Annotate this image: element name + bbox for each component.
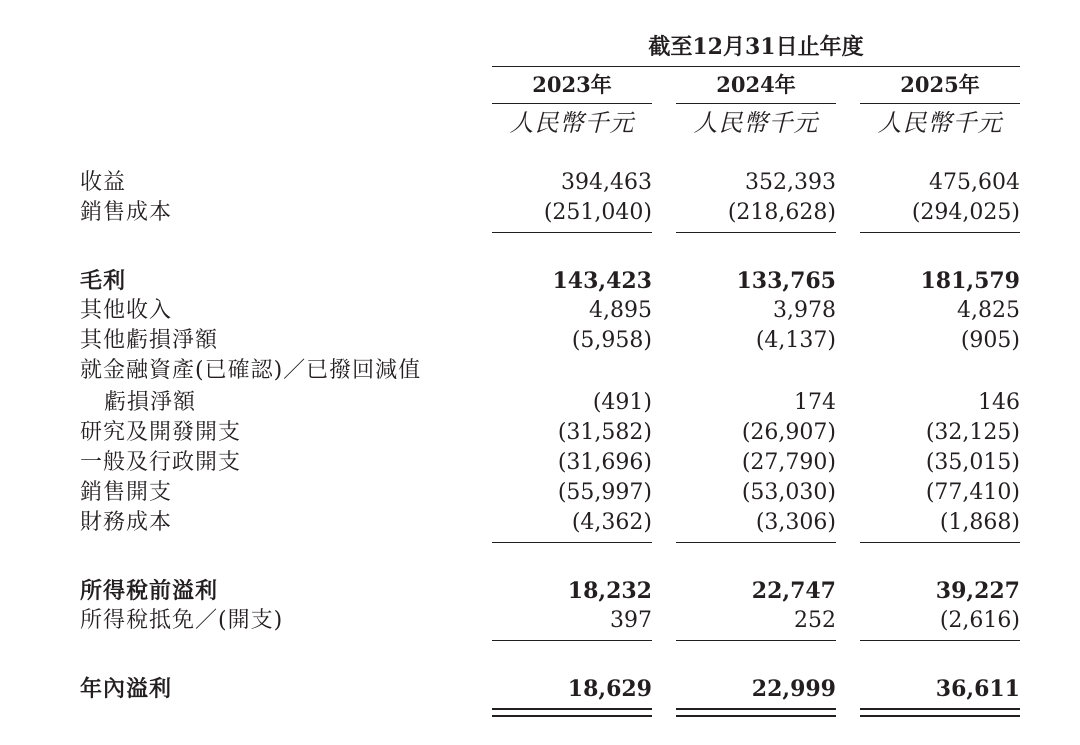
row-value-2025: (1,868) — [939, 510, 1020, 535]
column-year-2025: 2025年 — [900, 72, 980, 97]
row-value-2025: (2,616) — [939, 608, 1020, 633]
table-row-admin-expenses — [0, 448, 1080, 478]
row-value-2025: 475,604 — [929, 170, 1020, 195]
row-value-2023: 18,629 — [567, 676, 652, 702]
subtotal-rule — [492, 640, 652, 641]
row-label: 其他收入 — [80, 298, 173, 323]
row-value-2023: (251,040) — [543, 200, 652, 225]
row-label: 研究及開發開支 — [80, 420, 242, 445]
row-value-2025: 4,825 — [957, 298, 1020, 323]
row-value-2023: 18,232 — [567, 578, 652, 604]
table-row-gross-profit — [0, 266, 1080, 296]
row-value-2023: 394,463 — [561, 170, 652, 195]
period-header-rule — [492, 66, 1020, 67]
table-row-finance-costs — [0, 508, 1080, 538]
row-value-2023: (5,958) — [571, 328, 652, 353]
row-label: 財務成本 — [80, 510, 173, 535]
row-value-2024: 352,393 — [745, 170, 836, 195]
subtotal-rule — [676, 640, 836, 641]
row-label: 所得稅抵免／(開支) — [80, 608, 284, 633]
row-label: 虧損淨額 — [104, 390, 197, 415]
row-value-2024: (53,030) — [741, 480, 836, 505]
row-value-2025: 36,611 — [935, 676, 1020, 702]
row-label: 毛利 — [80, 268, 127, 294]
column-rule-2025 — [860, 103, 1020, 104]
table-row-rnd-expenses — [0, 418, 1080, 448]
subtotal-rule — [492, 542, 652, 543]
total-double-rule — [860, 708, 1020, 717]
row-label: 一般及行政開支 — [80, 450, 242, 475]
period-header: 截至12月31日止年度 — [648, 34, 864, 60]
table-row-profit-for-year — [0, 674, 1080, 704]
row-label: 所得稅前溢利 — [80, 578, 219, 604]
row-value-2023: 4,895 — [589, 298, 652, 323]
row-value-2025: 146 — [978, 390, 1020, 415]
row-value-2023: (491) — [592, 390, 652, 415]
row-value-2024: 174 — [794, 390, 836, 415]
table-row-cost-of-sales — [0, 198, 1080, 228]
column-unit-2024: 人民幣千元 — [693, 109, 819, 137]
row-value-2024: (218,628) — [727, 200, 836, 225]
subtotal-rule — [860, 640, 1020, 641]
row-label: 年內溢利 — [80, 676, 173, 702]
row-value-2024: 252 — [794, 608, 836, 633]
column-year-2023: 2023年 — [532, 72, 612, 97]
table-row-selling-expenses — [0, 478, 1080, 508]
subtotal-rule — [860, 232, 1020, 233]
row-label: 銷售成本 — [80, 200, 173, 225]
row-value-2024: 22,999 — [751, 676, 836, 702]
subtotal-rule — [492, 232, 652, 233]
row-value-2023: 143,423 — [552, 268, 652, 294]
total-double-rule — [492, 708, 652, 717]
row-label: 就金融資產(已確認)／已撥回減值 — [80, 358, 422, 383]
table-row-impairment-heading — [0, 356, 1080, 386]
table-row-revenue — [0, 168, 1080, 198]
row-value-2023: 397 — [610, 608, 652, 633]
subtotal-rule — [860, 542, 1020, 543]
row-value-2024: (27,790) — [741, 450, 836, 475]
row-value-2025: 39,227 — [935, 578, 1020, 604]
table-row-income-tax — [0, 606, 1080, 636]
table-row-other-losses — [0, 326, 1080, 356]
table-row-impairment-losses — [0, 388, 1080, 418]
table-row-other-income — [0, 296, 1080, 326]
row-value-2024: (26,907) — [741, 420, 836, 445]
row-value-2024: 133,765 — [736, 268, 836, 294]
column-unit-2023: 人民幣千元 — [509, 109, 635, 137]
subtotal-rule — [676, 542, 836, 543]
row-label: 收益 — [80, 170, 127, 195]
row-value-2023: (55,997) — [557, 480, 652, 505]
subtotal-rule — [676, 232, 836, 233]
row-value-2025: (35,015) — [925, 450, 1020, 475]
row-label: 其他虧損淨額 — [80, 328, 219, 353]
column-rule-2024 — [676, 103, 836, 104]
row-value-2025: (294,025) — [911, 200, 1020, 225]
row-label: 銷售開支 — [80, 480, 173, 505]
table-row-profit-before-tax — [0, 576, 1080, 606]
row-value-2025: 181,579 — [920, 268, 1020, 294]
row-value-2024: (4,137) — [755, 328, 836, 353]
total-double-rule — [676, 708, 836, 717]
row-value-2025: (905) — [960, 328, 1020, 353]
column-year-2024: 2024年 — [716, 72, 796, 97]
row-value-2023: (31,582) — [557, 420, 652, 445]
row-value-2024: 22,747 — [751, 578, 836, 604]
row-value-2024: (3,306) — [755, 510, 836, 535]
row-value-2024: 3,978 — [773, 298, 836, 323]
row-value-2025: (32,125) — [925, 420, 1020, 445]
column-rule-2023 — [492, 103, 652, 104]
row-value-2023: (4,362) — [571, 510, 652, 535]
column-unit-2025: 人民幣千元 — [877, 109, 1003, 137]
row-value-2023: (31,696) — [557, 450, 652, 475]
row-value-2025: (77,410) — [925, 480, 1020, 505]
